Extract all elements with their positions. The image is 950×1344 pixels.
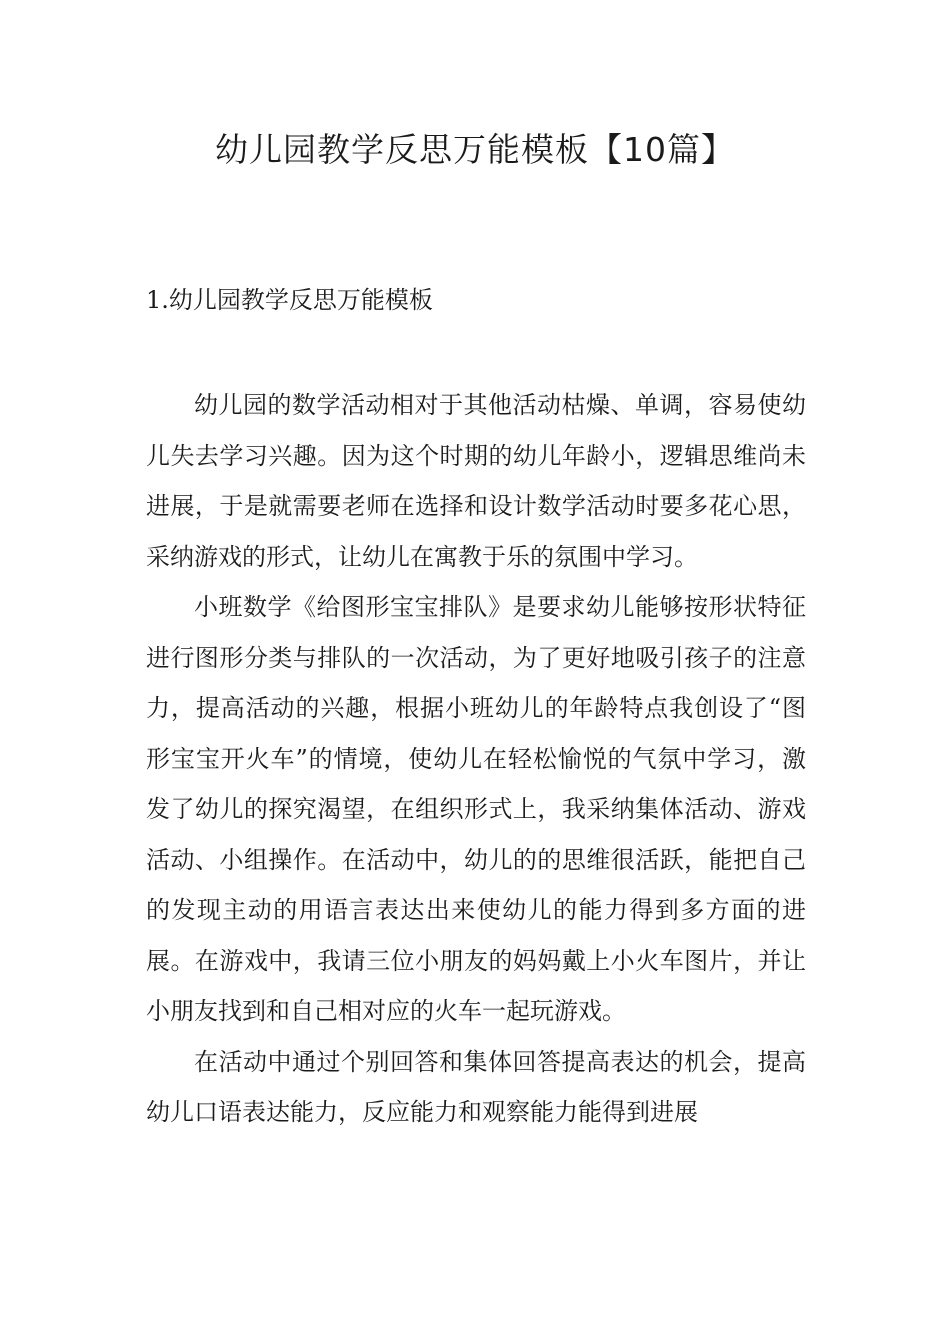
body-text xyxy=(146,380,806,1138)
paragraph: 在活动中通过个别回答和集体回答提高表达的机会，提高幼儿口语表达能力，反应能力和观察能力能得到进展 xyxy=(146,1047,806,1126)
paragraph: 幼儿园的数学活动相对于其他活动枯燥、单调，容易使幼儿失去学习兴趣。因为这个时期的幼儿年龄小，逻辑思维尚未进展，于是就需要老师在选择和设计数学活动时要多花心思，采纳游戏的形式，让幼儿在寓教于乐的氛围中学习。 xyxy=(146,391,806,571)
document-title: 幼儿园教学反思万能模板【10篇】 xyxy=(215,130,735,169)
section-heading: 1.幼儿园教学反思万能模板 xyxy=(146,286,433,314)
paragraph: 小班数学《给图形宝宝排队》是要求幼儿能够按形状特征进行图形分类与排队的一次活动，为了更好地吸引孩子的注意力，提高活动的兴趣，根据小班幼儿的年龄特点我创设了“图形宝宝开火车”的情境，使幼儿在轻松愉悦的气氛中学习，激发了幼儿的探究渴望，在组织形式上，我采纳集体活动、游戏活动、小组操作。在活动中，幼儿的的思维很活跃，能把自己的发现主动的用语言表达出来使幼儿的能力得到多方面的进展。在游戏中，我请三位小朋友的妈妈戴上小火车图片，并让小朋友找到和自己相对应的火车一起玩游戏。 xyxy=(146,593,806,1025)
